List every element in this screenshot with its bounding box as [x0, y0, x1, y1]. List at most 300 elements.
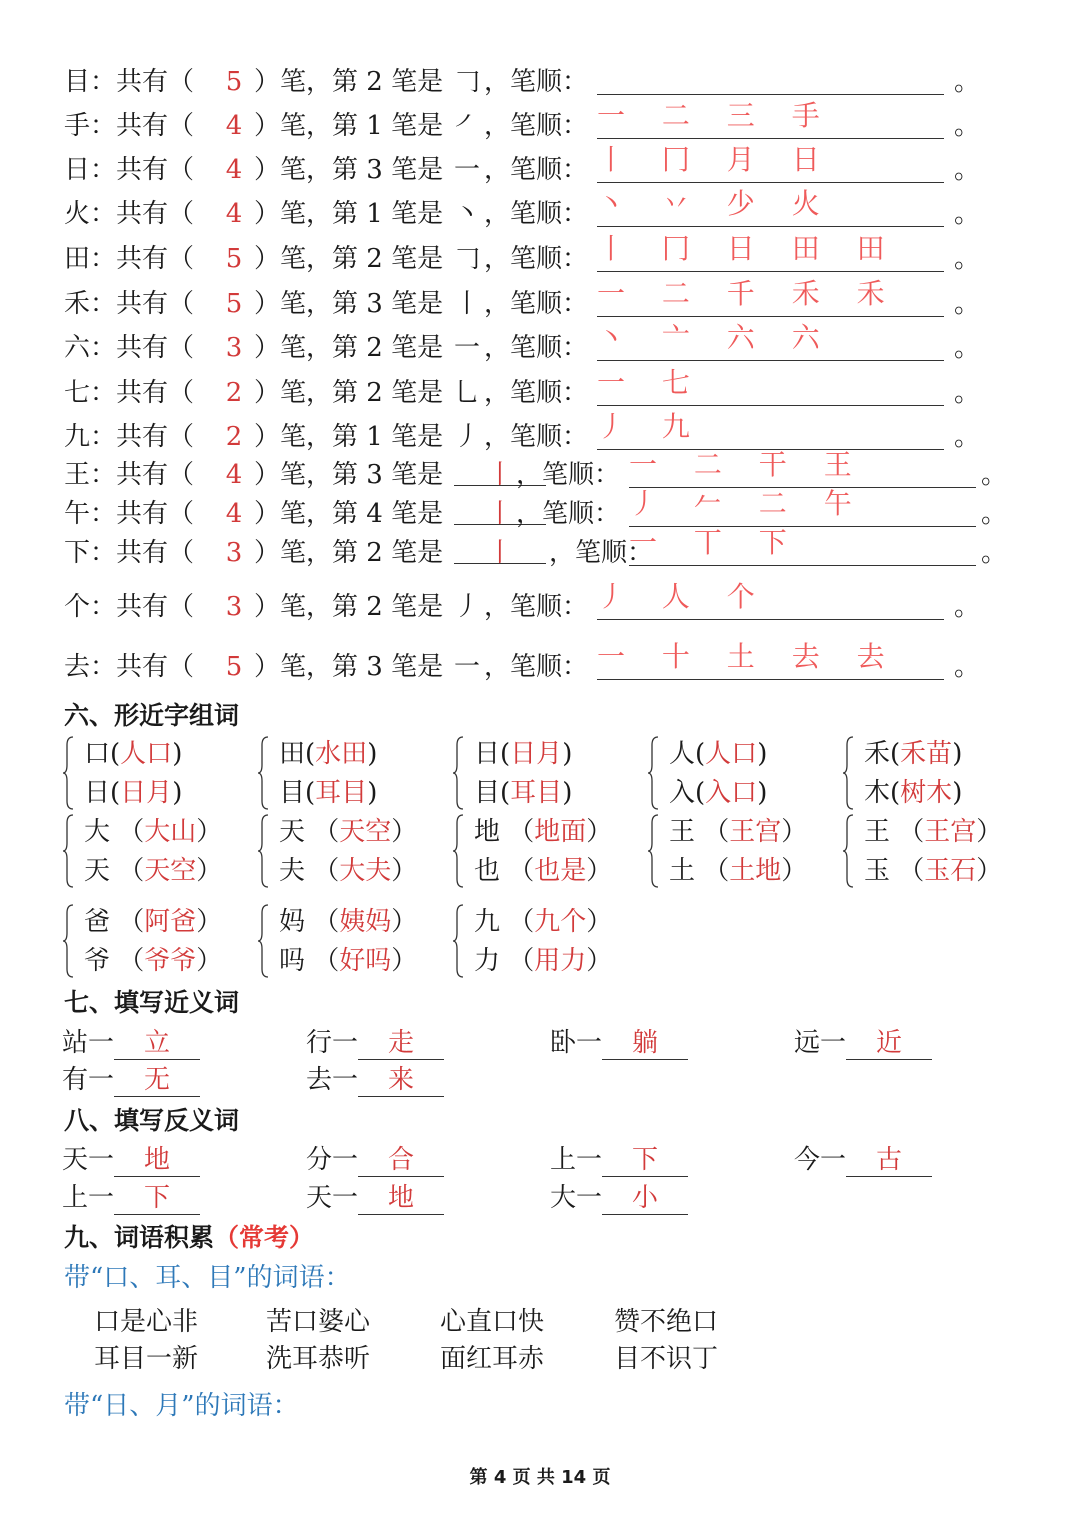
answer-word: 日月 [510, 739, 563, 769]
group-line [669, 774, 767, 812]
text: ）笔，第 4 笔是 [254, 499, 444, 529]
answer-count: 4 [225, 111, 243, 141]
answer-count: 4 [225, 460, 243, 490]
similar-char-group [647, 813, 817, 893]
stroke-row [64, 640, 1024, 687]
stroke-order-answer: 一 十 土 去 去 [597, 640, 899, 673]
answer-count: 3 [225, 538, 243, 568]
stroke-order-answer: 一 二 干 王 [629, 448, 866, 481]
text: ，笔顺： [484, 333, 589, 363]
answer-word: 也是 [534, 856, 587, 886]
char: 地 [474, 817, 509, 847]
text: ）笔，第 3 笔是 [254, 652, 444, 682]
word-pair [62, 1142, 200, 1178]
stroke-order-blank [597, 62, 944, 95]
similar-char-group [257, 735, 427, 815]
paren-open: （ [508, 907, 535, 937]
paren-close: ) [367, 739, 378, 769]
paren-close: ) [952, 778, 963, 808]
char: 爸 [84, 907, 119, 937]
text: ，笔顺： [484, 378, 589, 408]
group-line [84, 903, 222, 941]
word-pair [794, 1142, 932, 1178]
char: 木 [864, 778, 891, 808]
char: 王 [864, 817, 899, 847]
char: 日 [84, 778, 111, 808]
word-pair [306, 1142, 444, 1178]
char: 日 [474, 739, 501, 769]
paren-open: （ [313, 907, 340, 937]
answer-word: 天空 [339, 817, 392, 847]
brace-icon [62, 813, 74, 889]
text: 。 [954, 155, 981, 185]
word: 天一 [306, 1183, 359, 1213]
word-pair [550, 1180, 688, 1216]
word-pair [62, 1025, 200, 1061]
paren-open: （ [313, 856, 340, 886]
answer-word: 人口 [705, 739, 758, 769]
group-line [864, 735, 962, 773]
text: 。 [954, 592, 981, 622]
paren-open: （ [118, 907, 145, 937]
answer-blank: 下 [602, 1144, 688, 1177]
word-pair [550, 1142, 688, 1178]
answer-word: 入口 [705, 778, 758, 808]
word-pair [62, 1180, 200, 1216]
paren-open: （ [898, 856, 925, 886]
paren-open: ( [695, 739, 706, 769]
answer-word: 九个 [534, 907, 587, 937]
stroke-name: 丿 [454, 422, 481, 452]
brace-icon [62, 903, 74, 979]
brace-icon [257, 813, 269, 889]
text: ，笔顺： [549, 538, 654, 568]
stroke-order-answer: 丶 丷 少 火 [597, 187, 834, 220]
stroke-order-answer: 丨 冂 日 田 田 [597, 232, 899, 265]
char: 大 [84, 817, 119, 847]
subheading: 带“口、耳、目”的词语： [64, 1263, 351, 1293]
text: 。 [954, 652, 981, 682]
group-line [279, 942, 417, 980]
answer-count: 5 [225, 289, 243, 319]
paren-open: ( [110, 739, 121, 769]
stroke-order-blank [597, 640, 944, 680]
char: 目 [474, 778, 501, 808]
answer-count: 3 [225, 592, 243, 622]
answer-word: 王宫 [729, 817, 782, 847]
answer-count: 5 [225, 244, 243, 274]
word: 行一 [306, 1028, 359, 1058]
paren-close: ) [172, 778, 183, 808]
answer-blank: 躺 [602, 1027, 688, 1060]
stroke-name: 丿 [454, 592, 481, 622]
char: 禾 [864, 739, 891, 769]
text: ：共有（ [90, 289, 195, 319]
stroke-row [64, 187, 1024, 234]
group-line [864, 813, 1002, 851]
similar-char-group [452, 813, 622, 893]
group-line [669, 852, 807, 890]
paren-close: ) [757, 778, 768, 808]
similar-char-group [62, 813, 232, 893]
answer-count: 3 [225, 333, 243, 363]
char: 王 [64, 460, 91, 490]
text: ：共有（ [90, 652, 195, 682]
word: 去一 [306, 1065, 359, 1095]
text: ：共有（ [90, 592, 195, 622]
group-line [864, 774, 962, 812]
char: 天 [84, 856, 119, 886]
stroke-row [64, 366, 1024, 413]
stroke-order-blank [597, 277, 944, 317]
text: 。 [954, 199, 981, 229]
word: 今一 [794, 1145, 847, 1175]
stroke-order-blank [597, 366, 944, 406]
idiom: 心直口快 [440, 1307, 545, 1337]
word-pair [306, 1062, 444, 1098]
paren-open: ( [305, 739, 316, 769]
paren-open: ( [500, 739, 511, 769]
paren-open: （ [313, 817, 340, 847]
paren-open: ( [890, 739, 901, 769]
paren-open: （ [118, 817, 145, 847]
word: 上一 [62, 1183, 115, 1213]
text: ）笔，第 1 笔是 [254, 111, 444, 141]
group-line [474, 735, 572, 773]
stroke-order-blank [597, 99, 944, 139]
paren-open: （ [313, 946, 340, 976]
char: 王 [669, 817, 704, 847]
stroke-name: 丶 [454, 199, 481, 229]
text: ，笔顺： [516, 460, 621, 490]
text: ，笔顺： [484, 199, 589, 229]
text: ）笔，第 2 笔是 [254, 67, 444, 97]
paren-close: ） [586, 946, 613, 976]
text: 。 [954, 378, 981, 408]
stroke-name: 𠃌 [454, 67, 481, 97]
answer-blank: 古 [846, 1144, 932, 1177]
text: ：共有（ [90, 67, 195, 97]
group-line [474, 813, 612, 851]
paren-open: （ [703, 817, 730, 847]
stroke-row [64, 99, 1024, 146]
char: 夫 [279, 856, 314, 886]
section-title: 八、填写反义词 [64, 1106, 240, 1135]
text: 。 [954, 422, 981, 452]
brace-icon [62, 735, 74, 811]
text: ：共有（ [90, 422, 195, 452]
answer-blank: 地 [114, 1144, 200, 1177]
text: ，笔顺： [484, 67, 589, 97]
char: 目 [279, 778, 306, 808]
stroke-order-blank [597, 143, 944, 183]
answer-word: 天空 [144, 856, 197, 886]
stroke-order-answer: 一 二 三 手 [597, 99, 834, 132]
text: ）笔，第 2 笔是 [254, 378, 444, 408]
idiom: 苦口婆心 [266, 1307, 371, 1337]
group-line [84, 852, 222, 890]
stroke-row [64, 277, 1024, 324]
answer-count: 4 [225, 155, 243, 185]
word-pair [794, 1025, 932, 1061]
text: 。 [954, 111, 981, 141]
similar-char-group [62, 735, 232, 815]
answer-word: 阿爸 [144, 907, 197, 937]
answer-word: 禾苗 [900, 739, 953, 769]
paren-close: ） [196, 817, 223, 847]
word-pair [550, 1025, 688, 1061]
char: 入 [669, 778, 696, 808]
stroke-row [64, 321, 1024, 368]
brace-icon [452, 813, 464, 889]
answer-word: 日月 [120, 778, 173, 808]
answer-word: 水田 [315, 739, 368, 769]
paren-close: ） [976, 856, 1003, 886]
answer-blank: 小 [602, 1182, 688, 1215]
answer-blank: 地 [358, 1182, 444, 1215]
answer-word: 好吗 [339, 946, 392, 976]
stroke-blank: 丨 [454, 494, 546, 525]
paren-open: （ [703, 856, 730, 886]
text: ）笔，第 3 笔是 [254, 460, 444, 490]
char: 人 [669, 739, 696, 769]
char: 口 [84, 739, 111, 769]
stroke-row [64, 487, 1024, 534]
similar-char-group [62, 903, 232, 983]
char: 九 [474, 907, 509, 937]
highlight-badge: （常考） [214, 1223, 315, 1252]
answer-word: 大山 [144, 817, 197, 847]
char: 手 [64, 111, 91, 141]
section-title-text: 九、词语积累 [64, 1223, 215, 1252]
answer-blank: 走 [358, 1027, 444, 1060]
section-title: 七、填写近义词 [64, 988, 240, 1017]
brace-icon [257, 735, 269, 811]
char: 六 [64, 333, 91, 363]
text: ，笔顺： [484, 244, 589, 274]
stroke-row [64, 62, 1024, 102]
text: ，笔顺： [484, 592, 589, 622]
paren-close: ) [952, 739, 963, 769]
paren-close: ) [562, 739, 573, 769]
answer-word: 树木 [900, 778, 953, 808]
stroke-row [64, 526, 1024, 573]
text: ：共有（ [90, 333, 195, 363]
paren-close: ） [391, 856, 418, 886]
answer-count: 5 [225, 67, 243, 97]
text: ，笔顺： [484, 111, 589, 141]
stroke-order-answer: 丿 𠂉 二 午 [629, 487, 866, 520]
text: ）笔，第 2 笔是 [254, 333, 444, 363]
text: 。 [954, 333, 981, 363]
similar-char-group [647, 735, 817, 815]
similar-char-group [257, 813, 427, 893]
paren-open: ( [890, 778, 901, 808]
char: 目 [64, 67, 91, 97]
paren-close: ) [562, 778, 573, 808]
char: 爷 [84, 946, 119, 976]
paren-close: ） [391, 907, 418, 937]
brace-icon [452, 735, 464, 811]
stroke-name: ㇒ [454, 111, 481, 141]
brace-icon [452, 903, 464, 979]
group-line [474, 903, 612, 941]
answer-word: 耳目 [510, 778, 563, 808]
stroke-name: 𠃌 [454, 244, 481, 274]
stroke-blank: 丨 [454, 533, 546, 564]
stroke-name: 乚 [454, 378, 481, 408]
paren-open: （ [118, 946, 145, 976]
group-line [84, 942, 222, 980]
paren-close: ） [586, 817, 613, 847]
stroke-order-answer: 一 七 [597, 366, 704, 399]
paren-close: ） [196, 907, 223, 937]
group-line [84, 735, 182, 773]
text: 。 [954, 289, 981, 319]
subheading: 带“日、月”的词语： [64, 1391, 299, 1421]
paren-close: ） [391, 946, 418, 976]
group-line [474, 942, 612, 980]
stroke-name: 一 [454, 155, 481, 185]
answer-blank: 合 [358, 1144, 444, 1177]
text: 。 [981, 538, 1008, 568]
paren-close: ） [196, 946, 223, 976]
answer-word: 人口 [120, 739, 173, 769]
stroke-order-blank [629, 526, 976, 566]
answer-word: 爷爷 [144, 946, 197, 976]
text: ：共有（ [90, 111, 195, 141]
answer-count: 4 [225, 199, 243, 229]
char: 火 [64, 199, 91, 229]
char: 七 [64, 378, 91, 408]
stroke-name: 一 [454, 652, 481, 682]
paren-close: ) [367, 778, 378, 808]
char: 田 [64, 244, 91, 274]
similar-char-group [452, 903, 622, 983]
paren-open: ( [695, 778, 706, 808]
answer-word: 玉石 [924, 856, 977, 886]
stroke-blank: 丨 [454, 455, 546, 486]
paren-close: ） [781, 856, 808, 886]
stroke-order-answer: 丿 九 [597, 410, 704, 443]
answer-word: 大夫 [339, 856, 392, 886]
text: ：共有（ [90, 538, 195, 568]
answer-word: 耳目 [315, 778, 368, 808]
answer-count: 4 [225, 499, 243, 529]
paren-open: （ [508, 856, 535, 886]
similar-char-group [257, 903, 427, 983]
word: 有一 [62, 1065, 115, 1095]
paren-open: （ [508, 817, 535, 847]
text: ）笔，第 3 笔是 [254, 155, 444, 185]
stroke-order-blank [597, 232, 944, 272]
text: 。 [981, 460, 1008, 490]
text: 。 [954, 67, 981, 97]
word-pair [306, 1180, 444, 1216]
brace-icon [257, 903, 269, 979]
word: 分一 [306, 1145, 359, 1175]
group-line [669, 735, 767, 773]
idiom: 面红耳赤 [440, 1344, 545, 1374]
text: ）笔，第 2 笔是 [254, 244, 444, 274]
text: ：共有（ [90, 155, 195, 185]
page-footer: 第 4 页 共 14 页 [469, 1467, 611, 1488]
brace-icon [647, 813, 659, 889]
text: ，笔顺： [484, 422, 589, 452]
text: ：共有（ [90, 499, 195, 529]
group-line [474, 852, 612, 890]
group-line [279, 852, 417, 890]
text: ：共有（ [90, 199, 195, 229]
answer-word: 土地 [729, 856, 782, 886]
char: 力 [474, 946, 509, 976]
char: 个 [64, 592, 91, 622]
answer-word: 王宫 [924, 817, 977, 847]
paren-close: ) [172, 739, 183, 769]
char: 玉 [864, 856, 899, 886]
similar-char-group [452, 735, 622, 815]
char: 田 [279, 739, 306, 769]
group-line [864, 852, 1002, 890]
answer-count: 5 [225, 652, 243, 682]
answer-blank: 立 [114, 1027, 200, 1060]
char: 禾 [64, 289, 91, 319]
stroke-row [64, 143, 1024, 190]
text: ，笔顺： [516, 499, 621, 529]
word-pair [62, 1062, 200, 1098]
group-line [474, 774, 572, 812]
text: ，笔顺： [484, 289, 589, 319]
stroke-name: 丨 [454, 289, 481, 319]
answer-word: 姨妈 [339, 907, 392, 937]
char: 妈 [279, 907, 314, 937]
stroke-row [64, 232, 1024, 279]
stroke-row [64, 410, 1024, 457]
group-line [669, 813, 807, 851]
text: 。 [954, 244, 981, 274]
stroke-order-answer: 一 二 千 禾 禾 [597, 277, 899, 310]
answer-blank: 来 [358, 1064, 444, 1097]
stroke-order-answer: 一 丅 下 [629, 526, 801, 559]
answer-blank: 下 [114, 1182, 200, 1215]
char: 也 [474, 856, 509, 886]
word: 站一 [62, 1028, 115, 1058]
group-line [279, 735, 377, 773]
paren-close: ） [391, 817, 418, 847]
answer-count: 2 [225, 422, 243, 452]
brace-icon [842, 735, 854, 811]
char: 九 [64, 422, 91, 452]
char: 土 [669, 856, 704, 886]
idiom: 洗耳恭听 [266, 1344, 371, 1374]
group-line [279, 813, 417, 851]
text: ：共有（ [90, 244, 195, 274]
answer-blank: 近 [846, 1027, 932, 1060]
text: ）笔，第 1 笔是 [254, 199, 444, 229]
similar-char-group [842, 813, 1012, 893]
text: ）笔，第 2 笔是 [254, 538, 444, 568]
brace-icon [647, 735, 659, 811]
char: 天 [279, 817, 314, 847]
idiom: 目不识丁 [614, 1344, 719, 1374]
paren-open: （ [118, 856, 145, 886]
word: 天一 [62, 1145, 115, 1175]
stroke-order-blank [597, 187, 944, 227]
text: ）笔，第 3 笔是 [254, 289, 444, 319]
group-line [279, 903, 417, 941]
stroke-order-answer: 丨 冂 月 日 [597, 143, 834, 176]
char: 去 [64, 652, 91, 682]
